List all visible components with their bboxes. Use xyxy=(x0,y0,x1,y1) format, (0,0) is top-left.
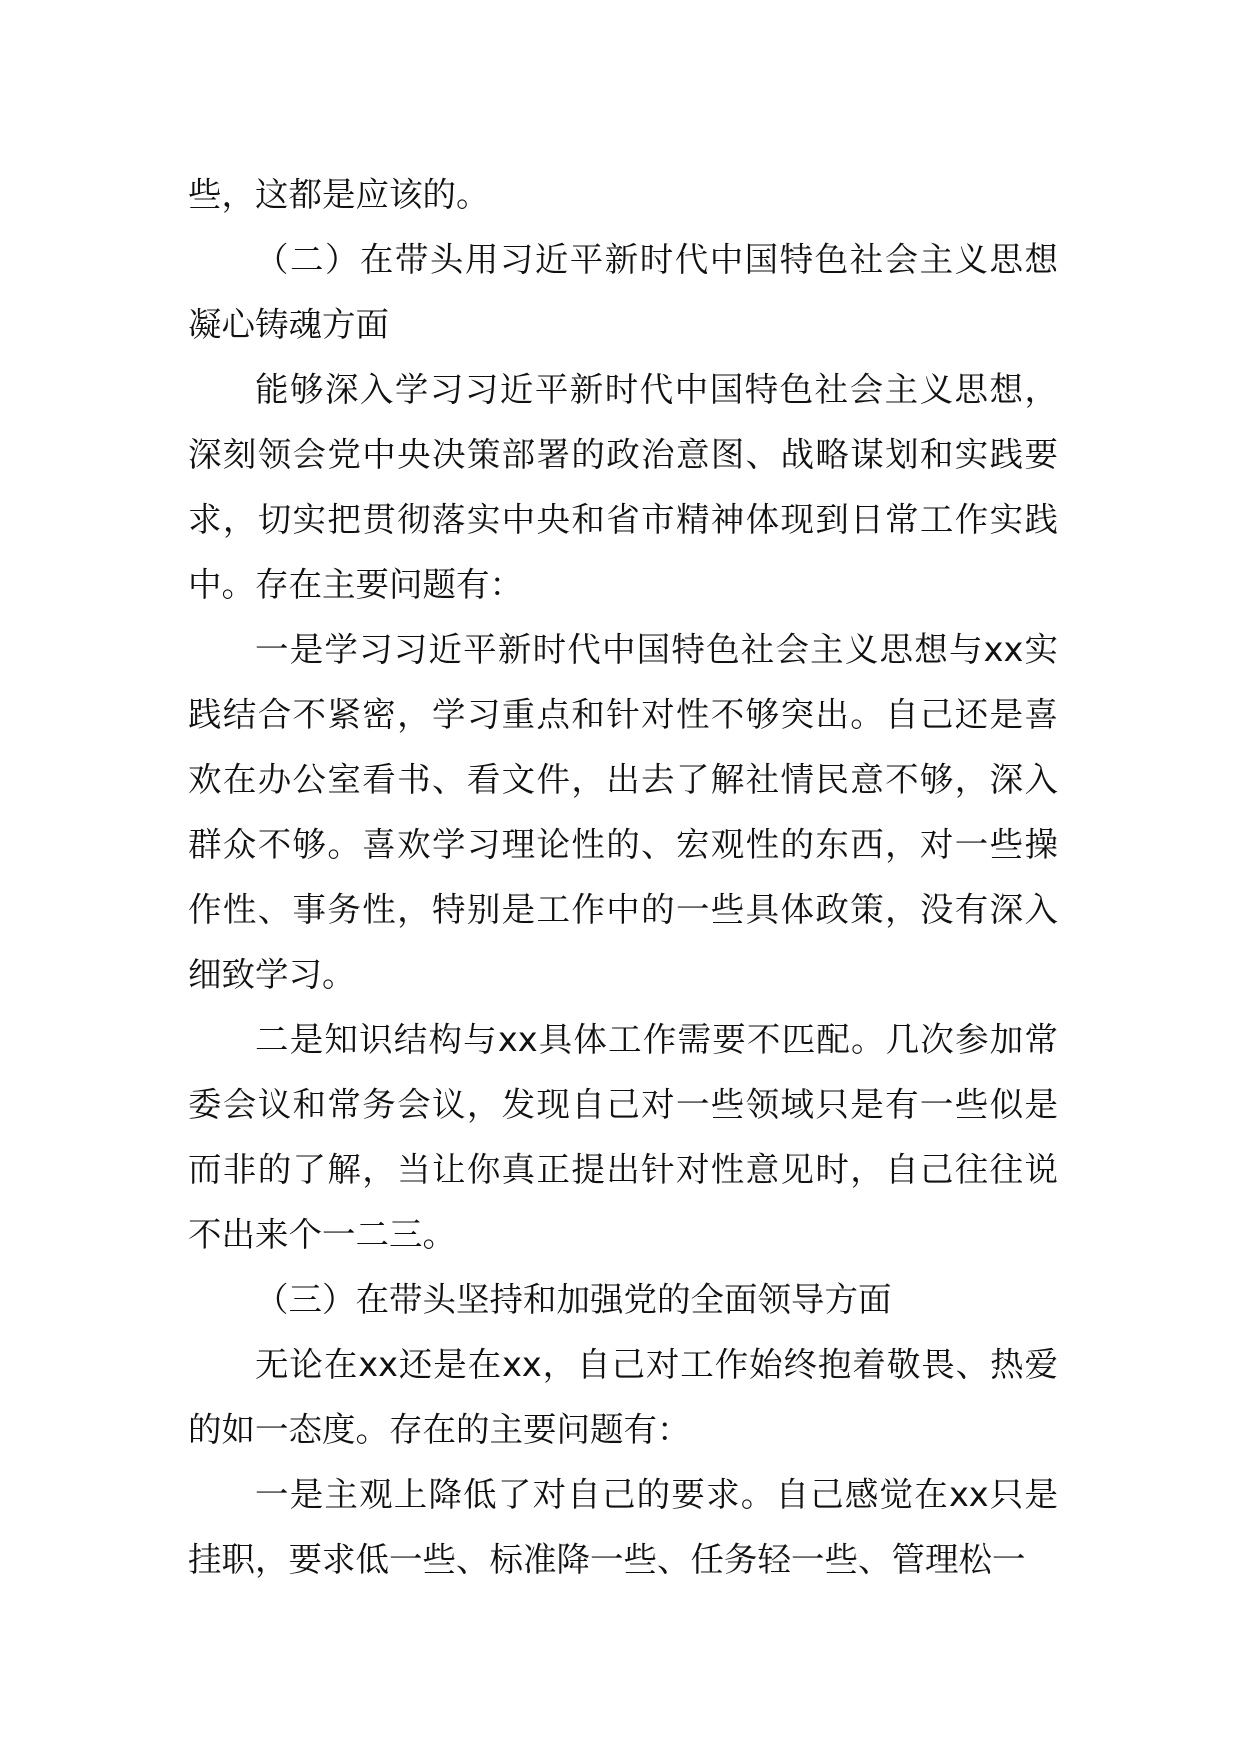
paragraph: 能够深入学习习近平新时代中国特色社会主义思想，深刻领会党中央决策部署的政治意图、战略谋划和实践要求，切实把贯彻落实中央和省市精神体现到日常工作实践中。存在主要问题有： xyxy=(188,370,1058,604)
section-heading-3: （三）在带头坚持和加强党的全面领导方面 xyxy=(255,1280,892,1319)
paragraph-continuation: 些，这都是应该的。 xyxy=(188,175,490,214)
paragraph: 二是知识结构与xx具体工作需要不匹配。几次参加常委会议和常务会议，发现自己对一些领域只是有一些似是而非的了解，当让你真正提出针对性意见时，自己往往说不出来个一二三。 xyxy=(188,1020,1058,1254)
paragraph: 无论在xx还是在xx，自己对工作始终抱着敬畏、热爱的如一态度。存在的主要问题有： xyxy=(188,1345,1058,1449)
paragraph: 一是学习习近平新时代中国特色社会主义思想与xx实践结合不紧密，学习重点和针对性不够突出。自己还是喜欢在办公室看书、看文件，出去了解社情民意不够，深入群众不够。喜欢学习理论性的、宏观性的东西，对一些操作性、事务性，特别是工作中的一些具体政策，没有深入细致学习。 xyxy=(188,630,1058,994)
document-body xyxy=(188,162,1058,1592)
section-heading-2: （二）在带头用习近平新时代中国特色社会主义思想凝心铸魂方面 xyxy=(188,240,1058,344)
paragraph: 一是主观上降低了对自己的要求。自己感觉在xx只是挂职，要求低一些、标准降一些、任务轻一些、管理松一 xyxy=(188,1475,1058,1579)
